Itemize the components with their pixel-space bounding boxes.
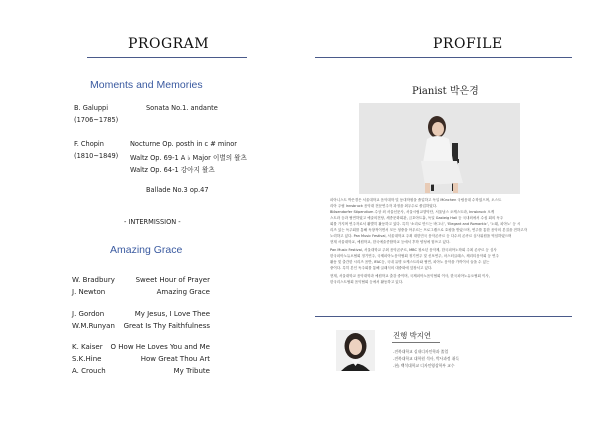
pianist-photo: [359, 103, 520, 194]
pianist-bio-line: Blösendorfer Stipendium 수상 외 서울신문사, 서울시립교향악단, 서울남스 오케스트라, Innsbruck 오케: [330, 210, 495, 214]
title-my-tribute: My Tribute: [173, 367, 210, 375]
work-chopin-ballade: Ballade No.3 op.47: [146, 186, 209, 194]
profile-title: PROFILE: [433, 36, 503, 52]
pianist-bio-line: 중이다. 특히 본인 독주회를 통해 클래식의 대중화에 앞장서고 있다.: [330, 266, 433, 270]
title-my-jesus-i-love-thee: My Jesus, I Love Thee: [134, 310, 210, 318]
pianist-bio-line: 스트라 등과 협연하였고 예술의전당, 세종문화회관, 금호아트홀, 독일 Gasteig Hall 등 국내외에서 수십 회의 독주: [330, 216, 504, 220]
pianist-photo-image: [359, 103, 520, 194]
title-how-great-thou-art: How Great Thou Art: [140, 355, 210, 363]
profile-section-divider: [315, 316, 572, 317]
composer-gordon: J. Gordon: [72, 310, 105, 318]
composer-kaiser: K. Kaiser: [72, 343, 103, 351]
pianist-bio-line: 현재, 서울대학교 음악대학과 예원학교 출강 중이며, 국제피아노음악협회 이사, 한국피아노듀오협회 이사,: [330, 274, 490, 278]
program-title: PROGRAM: [128, 36, 210, 52]
conductor-credential: -전북대학교 대학원 석사, 박사과정 취득: [393, 356, 460, 361]
composer-chopin-dates: (1810~1849): [74, 152, 119, 160]
pianist-bio-line: 리즈 있는 독주회를 통해 독창적이면서 모든 청중을 아우르는 프로그램으로 호평을 받았으며, 연주를 통한 음악의 본질을 전하고자: [330, 228, 527, 232]
pianist-bio-line: 현재 서울대학교, 예원학교, 한국예술종합학교 등에서 후학 양성에 힘쓰고 있다.: [330, 240, 451, 244]
title-amazing-grace: Amazing Grace: [156, 288, 210, 296]
conductor-name-underline: [392, 342, 440, 343]
conductor-credential: -전북대학교 실내디자인학과 졸업: [393, 349, 449, 354]
title-o-how-he-loves-you-and-me: O How He Loves You and Me: [110, 343, 210, 351]
conductor-credential: -현) 백석대학교 디자인영상학부 교수: [393, 363, 455, 368]
section-heading-amazing-grace: Amazing Grace: [110, 244, 183, 256]
composer-bradbury: W. Bradbury: [72, 276, 115, 284]
profile-title-divider: [315, 57, 572, 58]
work-chopin-waltz-69: Waltz Op. 69-1 A ♭ Major 이별의 왈츠: [130, 154, 247, 162]
composer-hine: S.K.Hine: [72, 355, 102, 363]
title-sweet-hour-of-prayer: Sweet Hour of Prayer: [135, 276, 210, 284]
pianist-bio-line: 노력하고 있다. Pan Music Festival, 서울대학교 주최 대한민국 음악콘쿠르 등 다수의 콘쿠르 심사위원을 역임하였으며: [330, 234, 512, 238]
work-chopin-waltz-64: Waltz Op. 64-1 강아지 왈츠: [130, 166, 215, 174]
pianist-bio-line: 한국피아노듀오협회 정기연주, 국제피아노음악협회 정기연주 및 신포연주, 마스터클래스, 채리티음악회 등 연주: [330, 254, 499, 258]
pianist-bio-line: 한국리스트협회 음악협회 등에서 활동하고 있다.: [330, 280, 404, 284]
section-heading-moments: Moments and Memories: [90, 79, 203, 91]
composer-galuppi: B. Galuppi: [74, 104, 109, 112]
composer-newton: J. Newton: [72, 288, 106, 296]
pianist-bio-line: 회를 가지며 연주자로서 활발히 활동하고 있다. 특히 ‘소리로 만드는 바그너’, ‘Elegant and Romantic’, ‘노래, 피아노’ 등 시: [330, 222, 521, 226]
conductor-name: 진행 박지연: [393, 331, 432, 340]
composer-galuppi-dates: (1706~1785): [74, 116, 119, 124]
composer-runyan: W.M.Runyan: [72, 322, 115, 330]
pianist-bio-line: 리아 주립 Innsbruck 음악대 전문연주자 과정을 최우수로 졸업하였다.: [330, 204, 438, 208]
work-galuppi-sonata: Sonata No.1. andante: [146, 104, 218, 112]
title-great-is-thy-faithfulness: Great Is Thy Faithfulness: [123, 322, 210, 330]
pianist-bio-line: Pan Music Festival, 서울대학교 주최 음악콘쿠르, MBC 청소년 음악제, 한국피아노학회 주최 콘쿠르 등 심사: [330, 248, 497, 252]
work-chopin-nocturne: Nocturne Op. posth in c # minor: [130, 140, 237, 148]
intermission-label: - INTERMISSION -: [124, 218, 181, 226]
composer-chopin: F. Chopin: [74, 140, 104, 148]
program-title-divider: [87, 57, 247, 58]
pianist-bio-line: 피아니스트 박은경은 서울대학교 음악대학 및 동대학원을 졸업하고 독일 München 국립음대 수학였으며, 오스트: [330, 198, 502, 202]
composer-crouch: A. Crouch: [72, 367, 106, 375]
conductor-photo-image: [336, 330, 375, 371]
conductor-photo: [336, 330, 375, 371]
pianist-name: Pianist 박은경: [412, 86, 479, 97]
pianist-bio-line: 활동 및 출간한 시리즈 음반, IFAC등, 국내 유명 오케스트라와 협연, 피아노 음악을 가까이서 들을 수 있는: [330, 260, 490, 264]
